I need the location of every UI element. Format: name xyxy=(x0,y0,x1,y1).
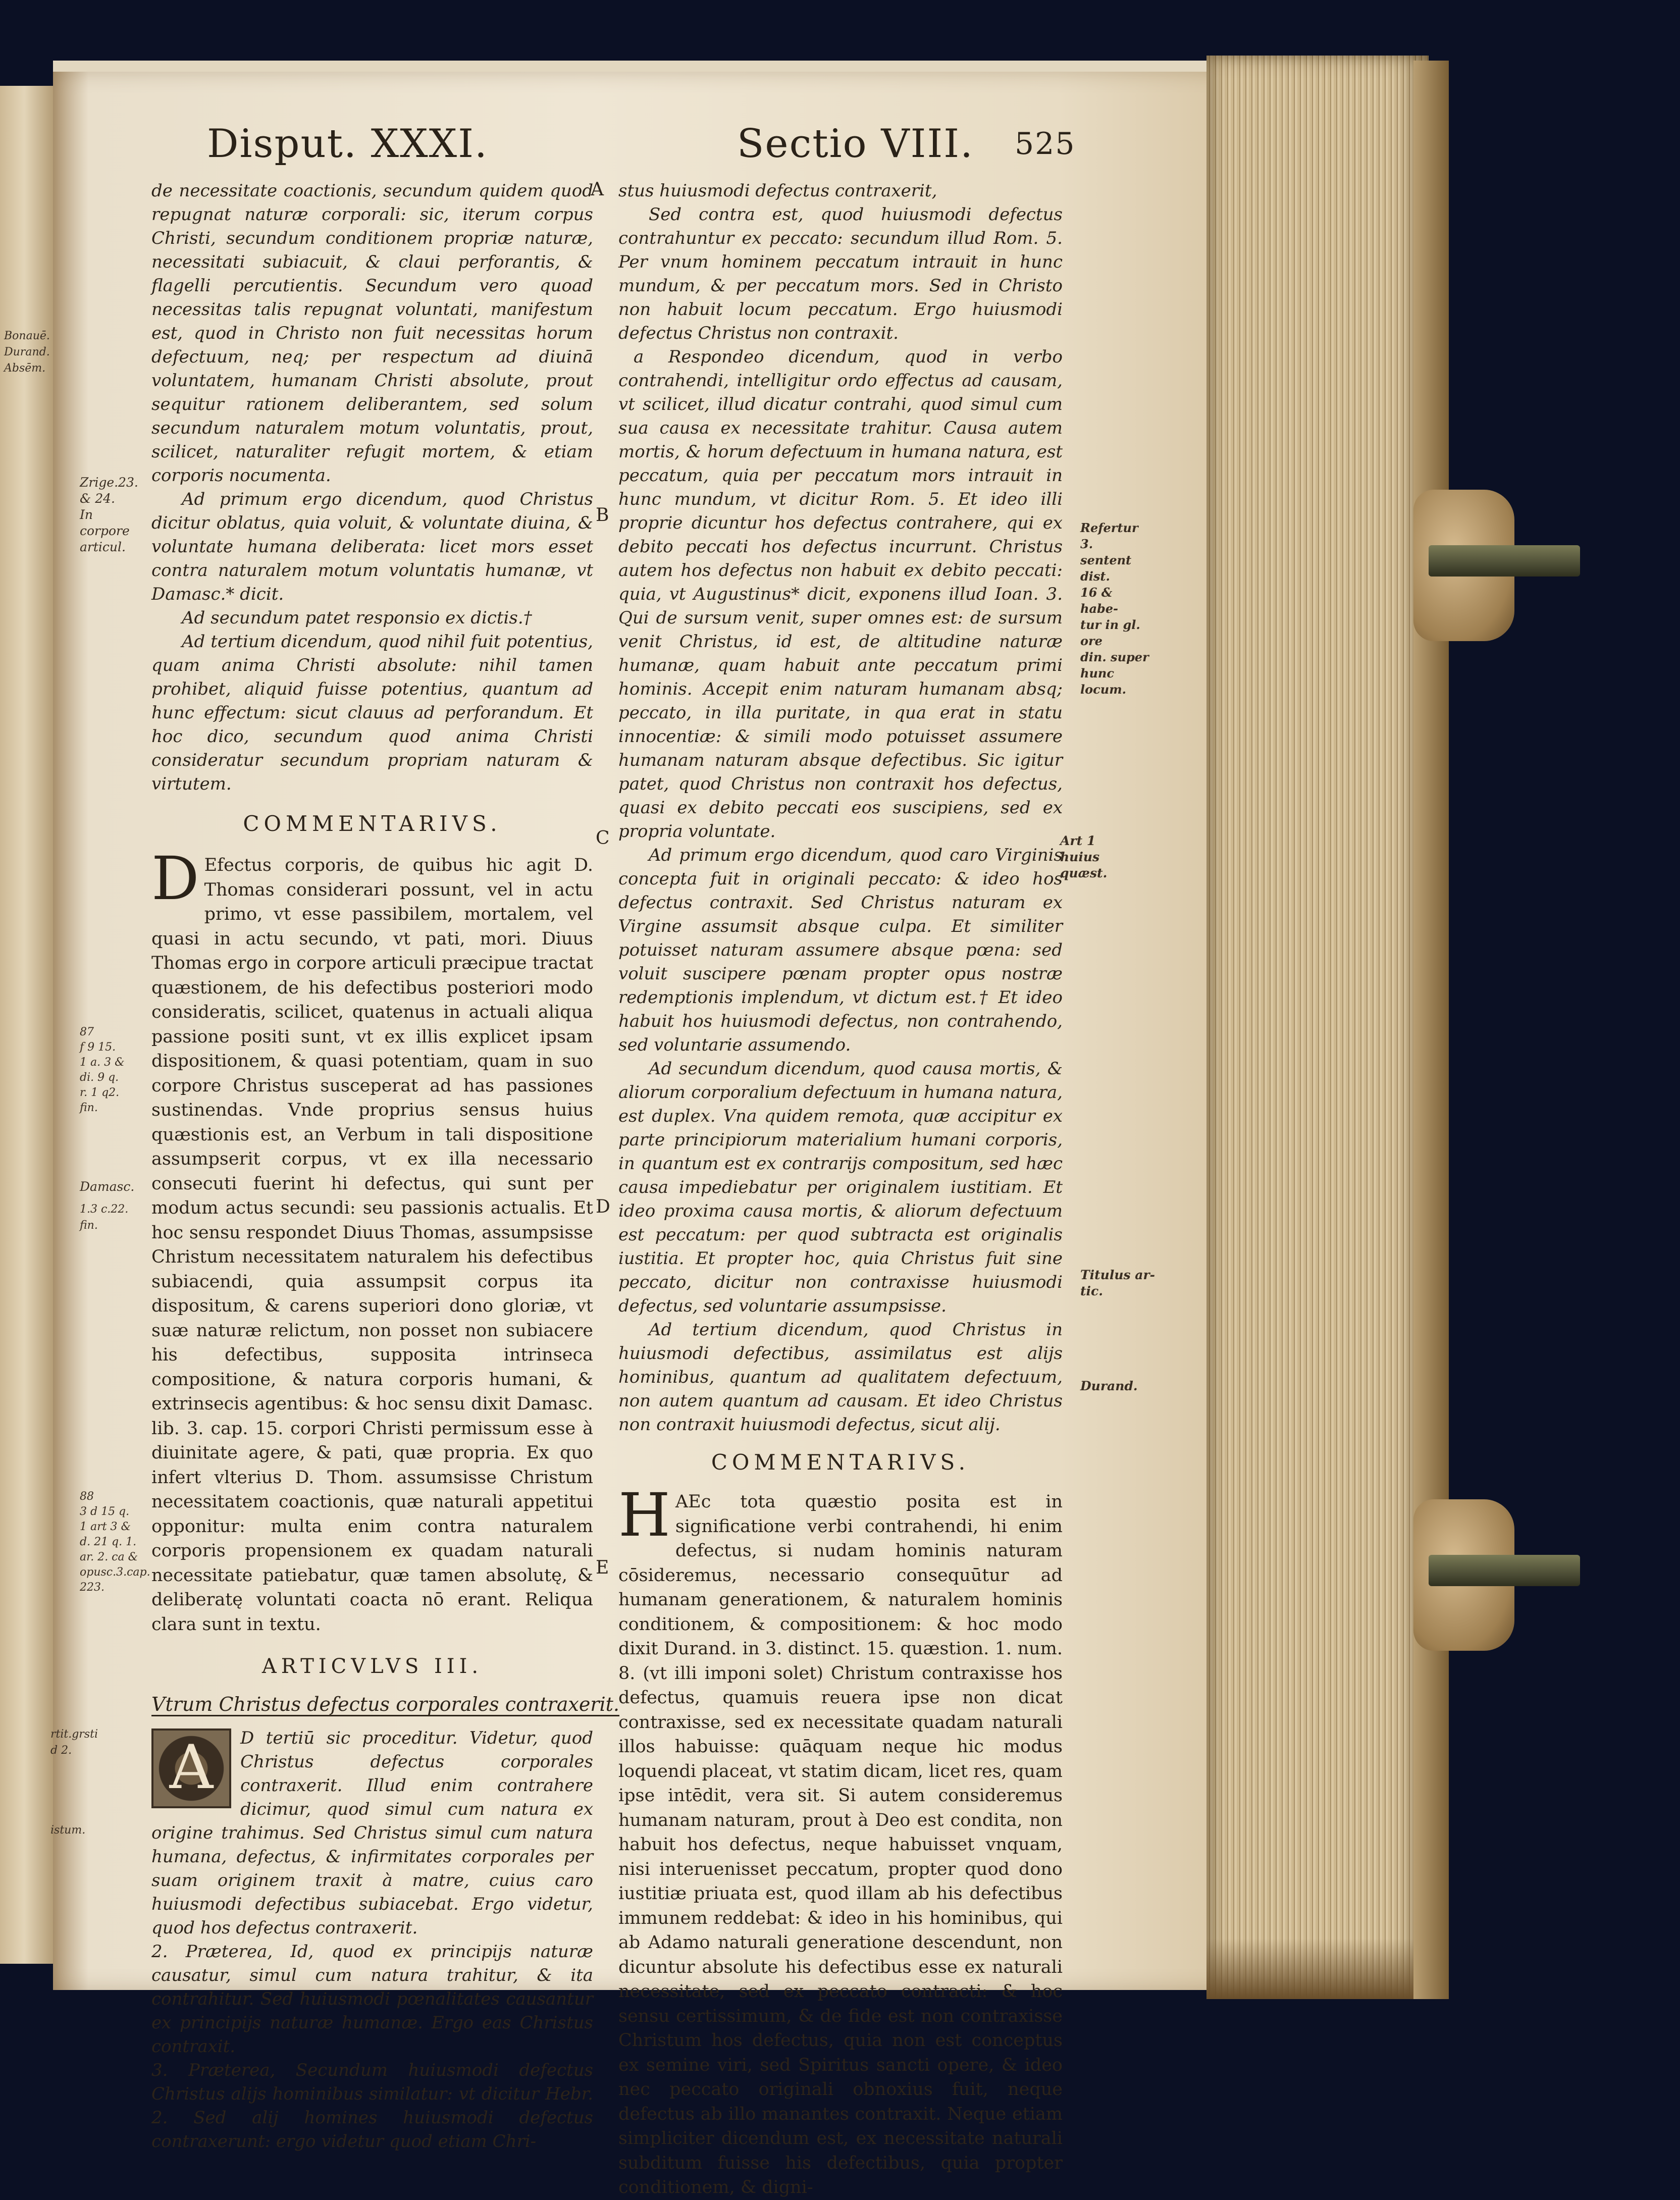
section-letter: B xyxy=(596,505,609,526)
left-column xyxy=(151,179,620,2154)
previous-page-edge xyxy=(0,86,61,1964)
paragraph: de necessitate coactionis, secundum quidem quod repugnat naturæ corporali: sic, iterum corpus Christi, secundum conditionem propriæ naturæ, necessitati subiacuit, & claui perforantis, & flagelli percutientis. Secundum vero quoad necessitas talis repugnat voluntati, manifestum est, quod in Christo non fuit necessitas horum defectuum, neq; per respectum ad diuinā voluntatem, humanam Christi absolute, prout sequitur rationem deliberantem, sed solum secundum naturalem motum voluntatis, prout, scilicet, naturaliter refugit mortem, & etiam corporis nocumenta. xyxy=(151,181,593,486)
paragraph: stus huiusmodi defectus contraxerit, xyxy=(618,181,937,201)
running-head-center: Sectio VIII. xyxy=(737,121,974,167)
right-column xyxy=(618,179,1063,2200)
clasp-upper xyxy=(1413,490,1575,641)
argument-2: 2. Præterea, Id, quod ex principijs naturæ causatur, simul cum natura trahitur, & ita contrahitur. Sed huiusmodi pœnalitates causantur ex principijs naturæ humanæ. Ergo eas Christus contraxit. xyxy=(151,1942,593,2057)
paragraph: Sed contra est, quod huiusmodi defectus contrahuntur ex peccato: secundum illud Rom. 5. Per vnum hominem peccatum intrauit in hunc mundum, & per peccatum mors. Sed in Christo non habuit locum peccatum. Ergo huiusmodi defectus Christus non contraxit. xyxy=(618,204,1063,343)
article-heading: ARTICVLVS III. xyxy=(261,1655,483,1678)
drop-cap: H xyxy=(618,1480,670,1550)
margin-note: Damasc. xyxy=(80,1179,135,1194)
decorated-initial: A xyxy=(151,1728,231,1808)
commentary-block xyxy=(618,1480,1063,2200)
margin-note: Art 1 huius quæst. xyxy=(1060,833,1108,880)
section-letter: C xyxy=(596,828,610,849)
commentary-heading: COMMENTARIVS. xyxy=(711,1450,970,1475)
paragraph: Ad primum ergo dicendum, quod caro Virginis concepta fuit in originali peccato: & ideo hos defectus contraxit. Sed Christus naturam ex Virgine assumsit absque culpa. Et similiter potuisset naturam assumere absque pœna: sed voluit suscipere pœnam propter opus nostræ redemptionis implendum, vt dictum est.† Et ideo habuit hos huiusmodi defectus, non contrahendo, sed voluntarie assumendo. xyxy=(618,845,1063,1055)
margin-note: Zrige.23. & 24. In corpore articul. xyxy=(80,475,138,554)
margin-note: Refertur 3. sentent dist. 16 & habe- tur in gl. ore din. super hunc locum. xyxy=(1080,520,1149,697)
argument-3: 3. Præterea, Secundum huiusmodi defectus Christus alijs hominibus similatur: vt dicitur Hebr. 2. Sed alij homines huiusmodi defectus contraxerunt: ergo videtur quod etiam Chri- xyxy=(151,2060,593,2152)
commentary-text: Efectus corporis, de quibus hic agit D. Thomas considerari possunt, vel in actu primo, vt esse passibilem, mortalem, vel quasi in actu secundo, vt pati, mori. Diuus Thomas ergo in corpore articuli præcipue tractat quæstionem, de his defectibus posteriori modo consideratis, scilicet, quatenus in actuali aliqua passione positi sunt, vt ex illis explicet ipsam dispositionem, & quasi potentiam, quam in suo corpore Christus susceperat ad has passiones sustinendas. Vnde proprius sensus huius quæstionis est, an Verbum in tali dispositione assumpserit corpus, vt ex illa necessario consecuti fuerint hi defectus, qui sunt per modum actus secundi: seu passionis actualis. Et hoc sensu respondet Diuus Thomas, assumpsisse Christum necessitatem naturalem his defectibus subiacendi, quia assumpsit corpus ita dispositum, & carens superiori dono gloriæ, vt suæ naturæ relictum, non posset non subiacere his defectibus, supposita intrinseca compositione, & natura corporis humani, & extrinsecis agentibus: & hoc sensu dixit Damasc. lib. 3. cap. 15. corpori Christi permissum esse à diuinitate agere, & pati, quæ propria. Ex quo infert vlterius D. Thom. assumsisse Christum necessitatem coactionis, quæ naturali appetitui opponitur: multa enim contra naturalem corporis propensionem ex quadam naturali necessitate patiebatur, quæ tamen absolutę, & deliberatę voluntati coacta nō erant. Reliqua clara sunt in textu. xyxy=(151,855,593,1635)
margin-note: 87 f 9 15. 1 a. 3 & di. 9 q. r. 1 q2. fin. xyxy=(80,1026,125,1114)
margin-note: Durand. xyxy=(1080,1379,1138,1393)
left-margin-notes xyxy=(0,86,60,1964)
paragraph: Ad primum ergo dicendum, quod Christus dicitur oblatus, quia voluit, & voluntate diuina, & voluntate humana deliberata: licet mors esset contra naturalem motum voluntatis humanæ, vt Damasc.* dicit. xyxy=(151,489,593,604)
commentary-block xyxy=(151,844,593,1637)
clasp-lower xyxy=(1413,1499,1575,1651)
margin-note: istum. xyxy=(50,1824,86,1837)
margin-note: Titulus ar- tic. xyxy=(1080,1268,1156,1298)
paragraph: Ad tertium dicendum, quod Christus in huiusmodi defectibus, assimilatus est alijs hominibus, quantum ad qualitatem defectuum, non autem quantum ad causam. Et ideo Christus non contraxit huiusmodi defectus, sicut alij. xyxy=(618,1320,1063,1435)
margin-note: rtit.grsti d 2. xyxy=(50,1728,98,1757)
paragraph: Ad secundum dicendum, quod causa mortis, & aliorum corporalium defectuum in humana natura, est duplex. Vna quidem remota, quæ accipitur ex parte principiorum materialium humani corporis, in quantum est ex contrarijs compositum, sed hæc causa impediebatur per originalem iustitiam. Et ideo proxima causa mortis, & aliorum defectuum est peccatum: per quod subtracta est originalis iustitia. Et propter hoc, quia Christus fuit sine peccato, dicitur non contraxisse huiusmodi defectus, sed voluntarie assumpsisse. xyxy=(618,1059,1063,1316)
margin-note: 1.3 c.22. fin. xyxy=(80,1203,129,1232)
article-question: Vtrum Christus defectus corporales contraxerit. xyxy=(151,1693,620,1715)
running-head-left: Disput. XXXI. xyxy=(207,121,488,167)
section-letter: D xyxy=(596,1196,610,1217)
margin-note: 88 3 d 15 q. 1 art 3 & d. 21 q. 1. ar. 2. ca & opusc.3.cap. 223. xyxy=(80,1490,150,1594)
margin-note: Bonauē. Durand. Absēm. xyxy=(4,330,50,375)
drop-cap: D xyxy=(151,844,199,913)
cover-board xyxy=(1413,61,1449,1999)
section-letter: E xyxy=(596,1557,609,1578)
paragraph: Ad secundum patet responsio ex dictis.† xyxy=(182,608,532,628)
clasp-brass-strap xyxy=(1429,545,1580,577)
paragraph: Ad tertium dicendum, quod nihil fuit potentius, quam anima Christi absolute: nihil tamen prohibet, aliquid fuisse potentius, quantum ad hunc effectum: sicut clauus ad perforandum. Et hoc dico, secundum quod anima Christi consideratur secundum propriam naturam & virtutem. xyxy=(151,632,593,794)
clasp-brass-strap xyxy=(1429,1555,1580,1586)
commentary-text: AEc tota quæstio posita est in significatione verbi contrahendi, hi enim defectus, si nudam hominis naturam cōsideremus, necessario consequūtur ad humanam generationem, & naturalem hominis conditionem, & compositionem: & hoc modo dixit Durand. in 3. distinct. 15. quæstion. 1. num. 8. (vt illi imponi solet) Christum contraxisse hos defectus, quamuis reuera ipse non dicat contraxisse, sed ex necessitate quadam naturali illos habuisse: quāquam neque hic modus loquendi placeat, vt statim dicam, licet res, quam ipse intēdit, vera sit. Si autem consideremus humanam naturam, prout à Deo est condita, non habuit hos defectus, neque habuisset vnquam, nisi interuenisset peccatum, propter quod dono iustitiæ priuata est, quod illam ab his defectibus immunem reddebat: & ideo in his hominibus, qui ab Adamo naturali generatione descendunt, non dicuntur absolute his defectibus esse ex naturali necessitate, sed ex peccato contracti: & hoc sensu certissimum, & de fide est non contraxisse Christum hos defectus, quia non est conceptus ex semine viri, sed Spiritus sancti opere, & ideo nec peccato originali obnoxius fuit, neque defectus ab illo manantes contraxit. Neque etiam simpliciter dicendum est, ex necessitate naturali subditum fuisse his defectibus, quia propter conditionem, & digni- xyxy=(618,1492,1063,2197)
article-block xyxy=(151,1726,593,1940)
commentary-heading: COMMENTARIVS. xyxy=(243,811,502,836)
paragraph: a Respondeo dicendum, quod in verbo contrahendi, intelligitur ordo effectus ad causam, vt scilicet, illud dicatur contrahi, quod simul cum sua causa ex necessitate trahitur. Causa autem mortis, & horum defectuum in humana natura, est peccatum, quia per peccatum mors intrauit in hunc mundum, vt dicitur Rom. 5. Et ideo illi proprie dicuntur hos defectus contrahere, qui ex debito peccati hos defectus incurrunt. Christus autem hos defectus non habuit ex debito peccati: quia, vt Augustinus* dicit, exponens illud Ioan. 3. Qui de sursum venit, super omnes est: de sursum venit Christus, id est, de altitudine naturæ humanæ, quam habuit ante peccatum primi hominis. Accepit enim naturam humanam absq; peccato, in illa puritate, in qua erat in statu innocentiæ: & simili modo potuisset assumere humanam naturam absque defectibus. Sic igitur patet, quod Christus non contraxit hos defectus, quasi ex debito peccati eos suscipiens, sed ex propria voluntate. xyxy=(618,347,1063,842)
section-letter: A xyxy=(591,179,604,200)
page-number: 525 xyxy=(1015,126,1076,162)
page-fore-edge xyxy=(1206,56,1429,1999)
article-text: D tertiū sic proceditur. Videtur, quod Christus defectus corporales contraxerit. Illud enim contrahere dicimur, quod simul cum natura ex origine trahimus. Sed Christus simul cum natura humana, defectus, & infirmitates corporales per suam originem traxit à matre, cuius caro huiusmodi defectibus subiacebat. Ergo videtur, quod hos defectus contraxerit. xyxy=(151,1728,593,1938)
